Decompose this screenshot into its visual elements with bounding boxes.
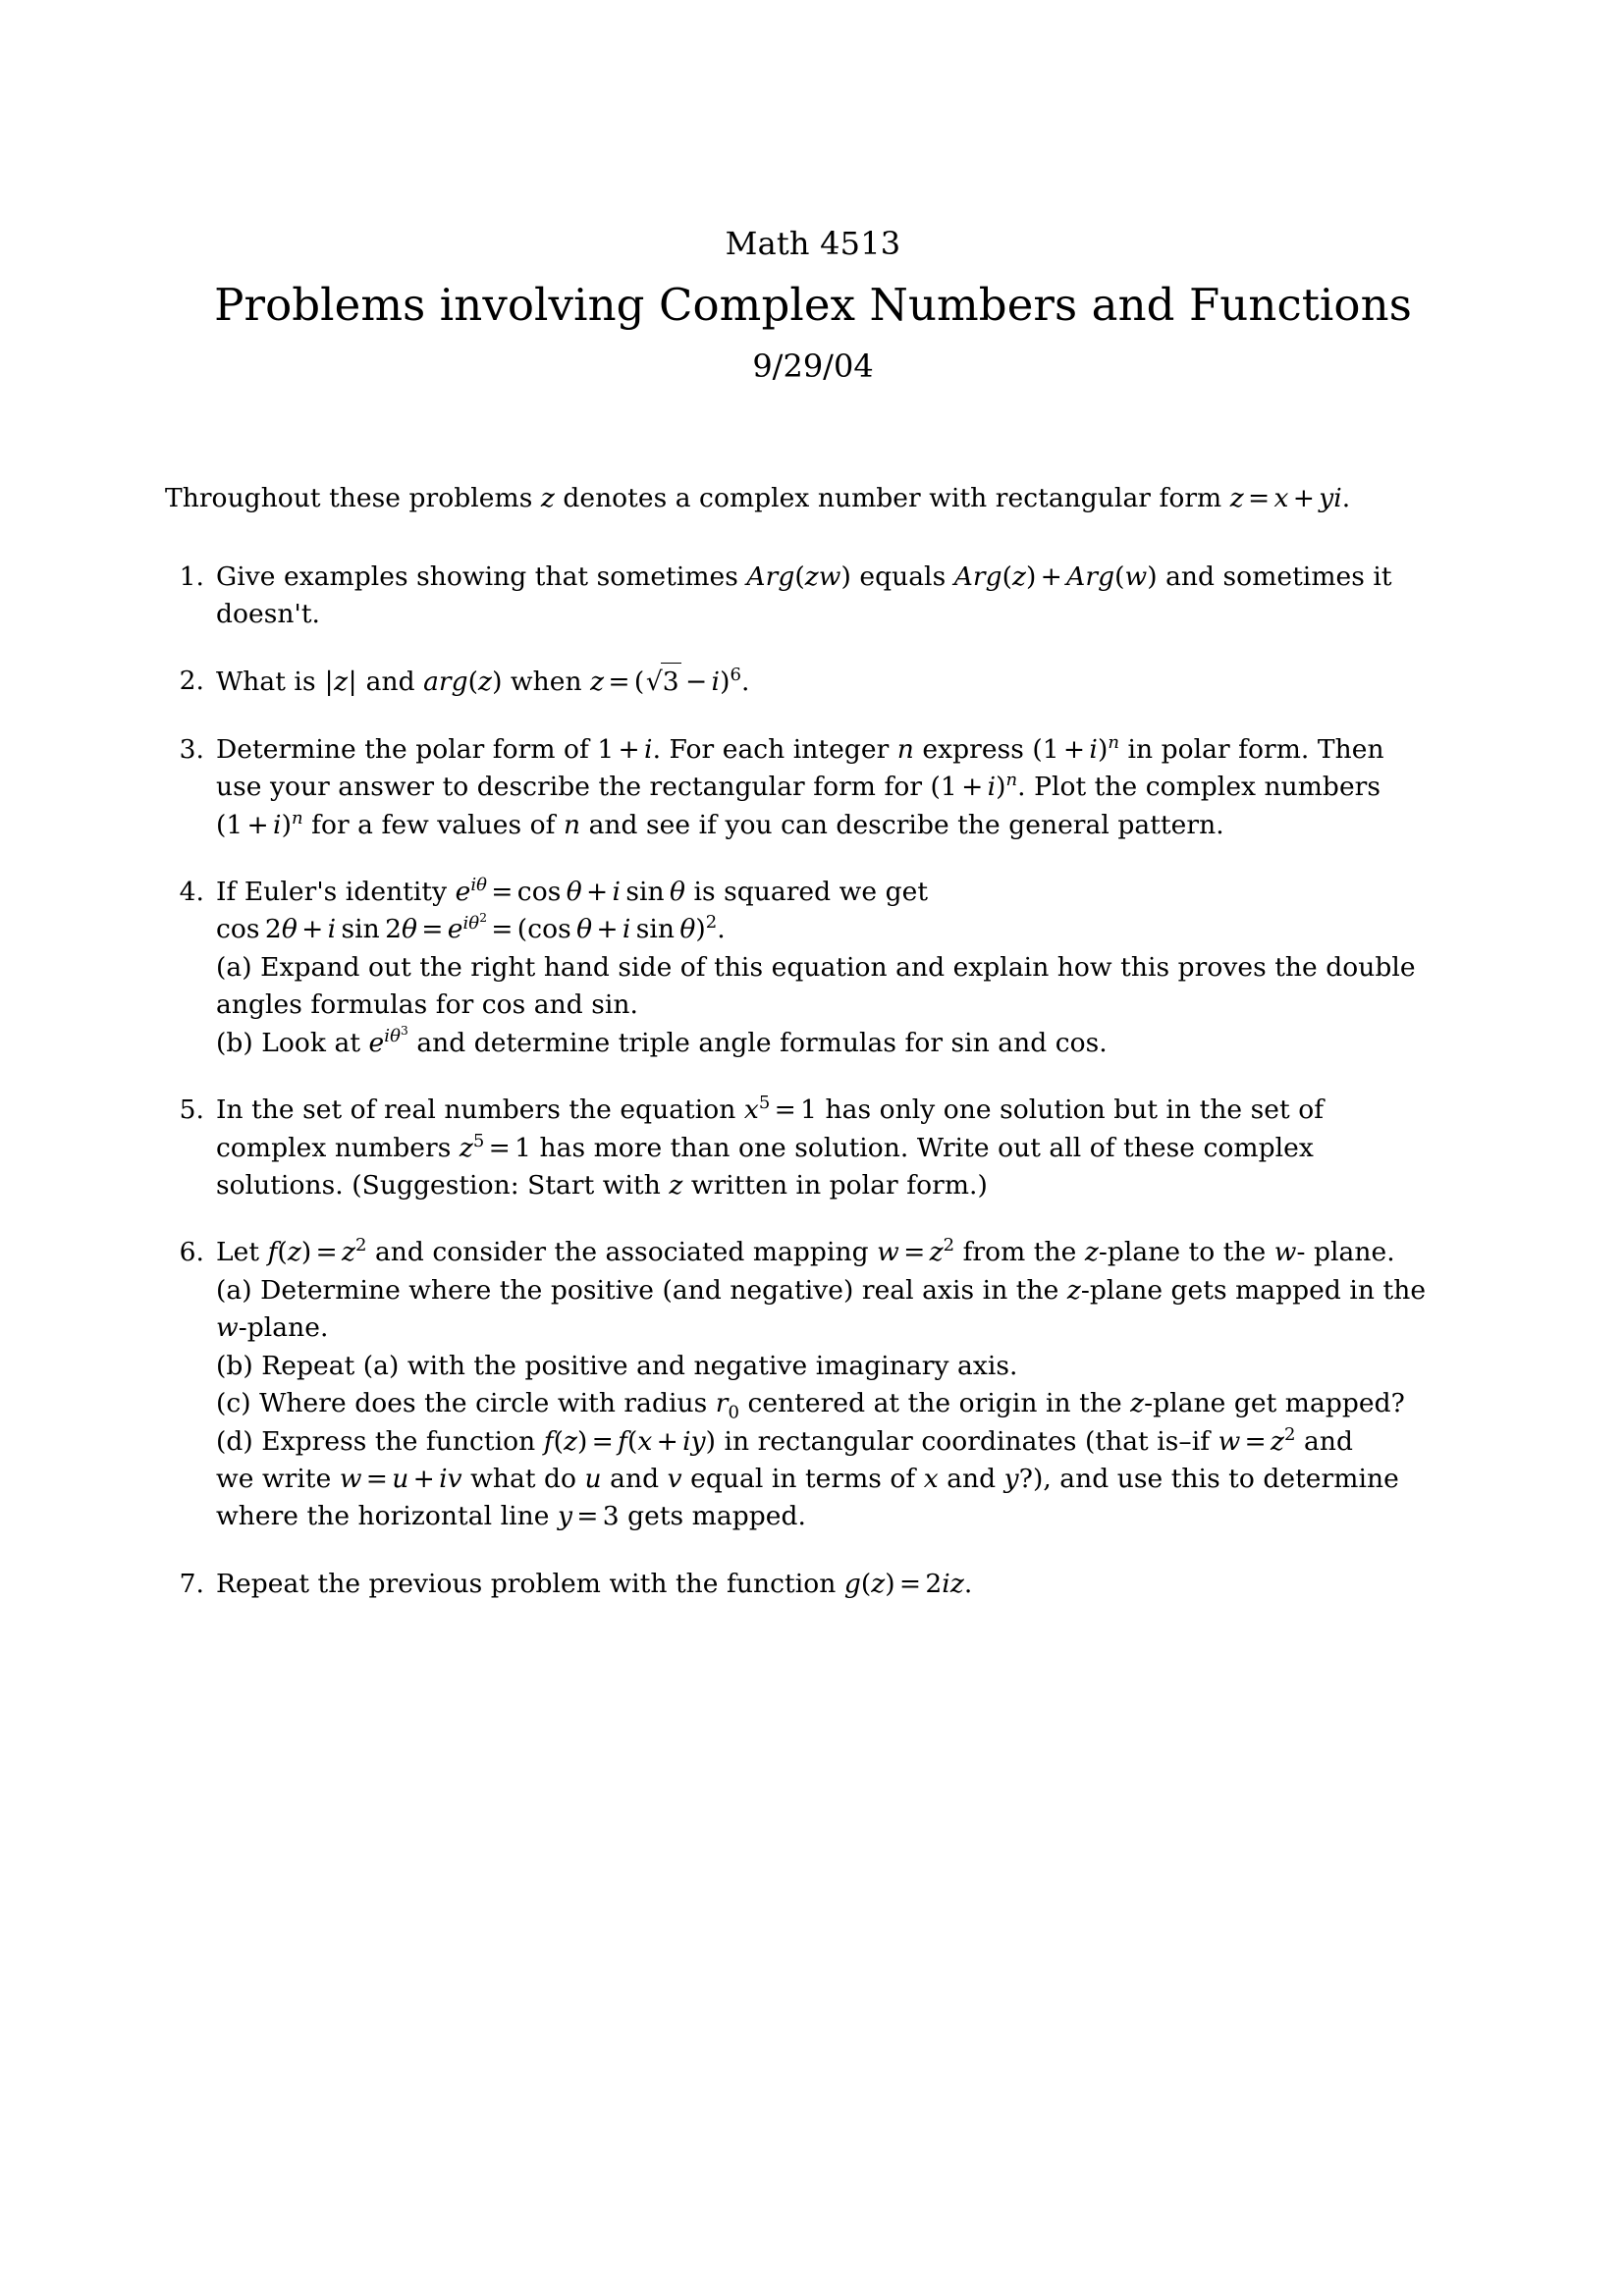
problem-item-3 bbox=[165, 731, 1461, 844]
problem-4-line-3: (a) Expand out the right hand side of this equation and explain how this proves the double bbox=[216, 951, 1416, 983]
intro-suffix: . bbox=[1341, 482, 1351, 513]
intro-prefix: Throughout these problems bbox=[165, 482, 541, 513]
problem-4-line-1: If Euler's identity $e^{i\theta} = \cos \theta + i$ sin θ is squared we get bbox=[216, 875, 929, 908]
problem-2-line-1: What is |z| and arg(z) when $z = (√3 - i)^6$. bbox=[216, 663, 1461, 701]
problem-item-5 bbox=[165, 1092, 1461, 1204]
document-content bbox=[165, 224, 1461, 1632]
problem-item-6 bbox=[165, 1234, 1461, 1535]
problem-5-line-1: In the set of real numbers the equation $x^5 = 1$ has only one solution but in the set of bbox=[216, 1093, 1325, 1126]
problem-5-line-3: solutions. (Suggestion: Start with z written in polar form.) bbox=[216, 1170, 988, 1201]
problem-6-line-6: (d) Express the function f(z) = f(x + iy) in rectangular coordinates (that is–if $w = z^2$ and bbox=[216, 1423, 1354, 1457]
problem-item-4 bbox=[165, 874, 1461, 1062]
problem-number-4: 4. bbox=[179, 877, 204, 908]
problem-item-2 bbox=[165, 663, 1461, 701]
problem-3-line-1: Determine the polar form of 1 + i. For each integer n express $(1 + i)^n$ in polar form. Then bbox=[216, 731, 1384, 765]
problem-6-line-1: Let $f(z) = z^2$ and consider the associated mapping $w = z^2$ from the z-plane to the w- plane. bbox=[216, 1235, 1395, 1268]
problem-3-line-3: $(1 + i)^n$ for a few values of n and see if you can describe the general pattern. bbox=[216, 807, 1224, 840]
intro-variable: z bbox=[540, 482, 555, 513]
problem-6-line-7: we write w = u + iv what do u and v equal in terms of x and y?), and use this to determine bbox=[216, 1463, 1399, 1494]
problem-number-5: 5. bbox=[179, 1095, 204, 1126]
problem-number-2: 2. bbox=[179, 666, 204, 697]
page-title: Problems involving Complex Numbers and Functions bbox=[214, 279, 1412, 331]
intro-middle: denotes a complex number with rectangular form bbox=[554, 482, 1230, 513]
problem-6-line-8: where the horizontal line y = 3 gets mapped. bbox=[216, 1501, 806, 1532]
problem-list bbox=[165, 559, 1461, 1604]
problem-number-1: 1. bbox=[179, 561, 204, 592]
problem-1-line-2: doesn't. bbox=[216, 598, 321, 629]
intro-paragraph: Throughout these problems z denotes a complex number with rectangular form z = x + yi. bbox=[165, 482, 1351, 513]
problem-number-7: 7. bbox=[179, 1568, 204, 1599]
problem-5-line-2: complex numbers $z^5 = 1$ has more than one solution. Write out all of these complex bbox=[216, 1130, 1314, 1163]
document-date: 9/29/04 bbox=[752, 347, 874, 385]
problem-number-3: 3. bbox=[179, 733, 204, 765]
problem-1-line-1: Give examples showing that sometimes Arg(zw) equals Arg(z) + Arg(w) and sometimes it bbox=[216, 561, 1392, 592]
problem-4-line-5: (b) Look at $e^{i\theta^3}$ and determine triple angle formulas for sin and cos. bbox=[216, 1023, 1108, 1058]
problem-6-line-4: (b) Repeat (a) with the positive and negative imaginary axis. bbox=[216, 1350, 1018, 1381]
problem-number-6: 6. bbox=[179, 1237, 204, 1268]
problem-6-line-2: (a) Determine where the positive (and negative) real axis in the z-plane gets mapped in the bbox=[216, 1274, 1427, 1306]
problem-item-1 bbox=[165, 559, 1461, 634]
problem-7-line-1: Repeat the previous problem with the function g(z) = 2iz. bbox=[216, 1568, 973, 1599]
problem-3-line-2: use your answer to describe the rectangular form for $(1 + i)^n$. Plot the complex numbers bbox=[216, 770, 1381, 803]
problem-4-line-2: cos 2θ + i $\sin 2\theta = e^{i\theta^2} = (\cos$ θ + i sin θ)$^2$. bbox=[216, 910, 726, 945]
problem-item-7 bbox=[165, 1566, 1461, 1603]
course-label: Math 4513 bbox=[725, 225, 901, 262]
problem-6-line-5: (c) Where does the circle with radius $r_0$ centered at the origin in the z-plane get mapped? bbox=[216, 1388, 1405, 1423]
problem-6-line-3: w-plane. bbox=[216, 1312, 329, 1344]
problem-4-line-4: angles formulas for cos and sin. bbox=[216, 989, 639, 1021]
